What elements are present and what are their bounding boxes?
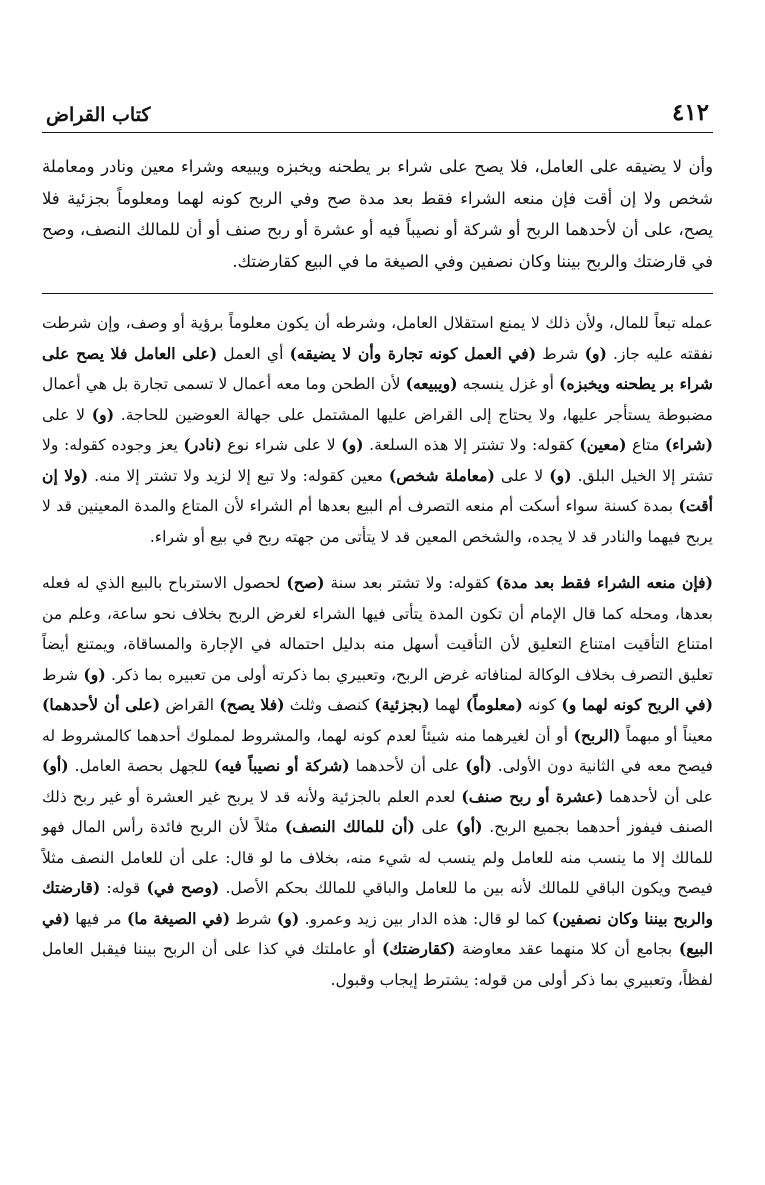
commentary-text: أو عاملتك في كذا على أن الربح بيننا فيقبل العامل لفظاً، وتعبيري بما ذكر أولى من قوله: يشترط إيجاب وقبول. xyxy=(42,940,713,989)
matn-quote-bold: (كقارضتك) xyxy=(381,939,456,958)
matn-text-block xyxy=(42,151,713,277)
matn-quote-bold: (أو) xyxy=(465,756,492,775)
commentary-text: لعدم العلم بالجزئية ولأنه قد لا يربح غير العشرة أو غير ربح ذلك الصنف فيفوز أحدهما بجميع الربح. xyxy=(42,787,713,836)
matn-quote-bold: (و) xyxy=(83,664,106,684)
commentary-text: بمدة كسنة سواء أسكت أم منعه التصرف أم البيع بعدها أم الشراء لأن المتاع والمدة المعينين قد لا يربح فيهما والنادر قد لا يجده، والشخص المعين قد لا يتأتى من جهته ربح في بيع أو شراء. xyxy=(42,497,713,546)
matn-quote-bold: (ويبيعه) xyxy=(405,374,458,393)
matn-quote-bold: (أن للمالك النصف) xyxy=(284,817,415,836)
commentary-text: على أن لأحدهما xyxy=(349,757,466,775)
matn-quote-bold: (في الربح كونه لهما و) xyxy=(561,695,713,714)
matn-quote-bold: (بجزئية) xyxy=(374,695,430,714)
commentary-text: على أن لأحدهما xyxy=(603,787,714,806)
matn-quote-bold: (في الصيغة ما) xyxy=(126,908,231,928)
matn-quote-bold: (على أن لأحدهما) xyxy=(42,695,161,714)
matn-quote-bold: (شركة أو نصيباً فيه) xyxy=(213,756,350,775)
commentary-text: كما لو قال: هذه الدار بين زيد وعمرو. xyxy=(299,909,552,928)
commentary-text: كونه xyxy=(522,696,562,714)
commentary-text: عمله تبعاً للمال، ولأن ذلك لا يمنع استقلال العامل، وشرطه أن يكون معلوماً برؤية أو وصف، وإن شرطت نفقته عليه جاز. xyxy=(42,314,713,363)
commentary-text: على xyxy=(414,818,456,836)
matn-quote-bold: (فلا يصح) xyxy=(219,695,285,714)
matn-quote-bold: (و) xyxy=(91,404,115,424)
commentary-text: مر فيها xyxy=(69,909,127,928)
commentary-text: كقوله: ولا تشتر بعد سنة xyxy=(324,574,496,592)
matn-quote-bold: (ولا إن أقت) xyxy=(42,465,713,515)
matn-quote-bold: (الربح) xyxy=(573,725,621,745)
commentary-text: معيناً أو مبهماً xyxy=(620,726,713,745)
matn-quote-bold: (أو) xyxy=(42,756,69,775)
commentary-text: كقوله: ولا تشتر إلا هذه السلعة. xyxy=(363,436,580,454)
sharh-commentary xyxy=(42,308,713,995)
matn-quote-bold: (شراء) xyxy=(664,435,713,454)
matn-quote-bold: (و) xyxy=(276,908,300,928)
matn-sharh-divider xyxy=(42,293,713,294)
matn-quote-bold: (عشرة أو ربح صنف) xyxy=(461,786,604,806)
commentary-text: مثلاً لأن الربح فائدة رأس المال فهو للمالك إلا ما ينسب منه للعامل ولم ينسب له شيء منه، بخلاف ما لو قال: على أن للعامل النصف مثلاً فيصح ويكون الباقي للمالك لأنه بين ما للعامل والباقي للمالك بحكم الأصل. xyxy=(42,818,713,897)
sharh-paragraph-1 xyxy=(42,308,713,552)
matn-quote-bold: (معين) xyxy=(579,435,627,454)
matn-quote-bold: (في العمل كونه تجارة وأن لا يضيقه) xyxy=(289,343,537,363)
commentary-text: القراض xyxy=(160,696,220,714)
matn-quote-bold: (قارضتك والربح بيننا وكان نصفين) xyxy=(42,878,713,928)
commentary-text: لحصول الاسترباح بالبيع الذي له فعله بعدها، ومحله كما قال الإمام أن تكون المدة يتأتى فيها الشراء لغرض الربح بخلاف نحو ساعة، وعلم من امتناع التأقيت امتناع التعليق لأن التأقيت أسهل منه بدليل احتماله في الإجارة والمساقاة، ويمتنع أيضاً تعليق التصرف بخلاف الوكالة لمنافاته غرض الربح، وتعبيري بما ذكرته أولى من تعبيره بما ذكر. xyxy=(42,574,713,684)
matn-quote-bold: (فإن منعه الشراء فقط بعد مدة) xyxy=(495,573,713,592)
matn-quote-bold: (معلوماً) xyxy=(465,695,523,714)
matn-quote-bold: (نادر) xyxy=(183,435,222,454)
matn-quote-bold: (و) xyxy=(584,343,607,363)
commentary-text: بجامع أن كلا منهما عقد معاوضة xyxy=(455,940,679,958)
matn-quote-bold: (على العامل فلا يصح على شراء بر يطحنه ويخبزه) xyxy=(42,343,713,393)
matn-quote-bold: (أو) xyxy=(455,817,483,836)
commentary-text: أي العمل xyxy=(217,344,290,363)
commentary-text: أو أن لغيرهما منه شيئاً لعدم كونه لهما، والمشروط لمملوك أحدهما كالمشروط له فيصح معه في الثانية دون الأولى. xyxy=(42,726,714,775)
commentary-text: لا على xyxy=(42,405,92,424)
commentary-text: يعز وجوده كقوله: ولا تشتر إلا الخيل البلق. xyxy=(42,436,713,485)
commentary-text: شرط xyxy=(42,665,84,684)
matn-paragraph: وأن لا يضيقه على العامل، فلا يصح على شراء بر يطحنه ويخبزه ويبيعه وشراء معين ونادر ومعاملة شخص ولا إن أقت فإن منعه الشراء فقط بعد مدة صح وفي الربح كونه لهما ومعلوماً بجزئية فلا يصح، على أن لأحدهما الربح أو شركة أو نصيباً فيه أو عشرة أو ربح صنف أو أن للمالك النصف، وصح في قارضتك والربح بيننا وكان نصفين وفي الصيغة ما في البيع كقارضتك. xyxy=(42,157,713,271)
page-header xyxy=(42,96,713,133)
matn-quote-bold: (و) xyxy=(549,465,572,485)
matn-quote-bold: (معاملة شخص) xyxy=(388,465,495,485)
sharh-paragraph-2 xyxy=(42,568,713,995)
commentary-text: لا على شراء نوع xyxy=(221,436,342,454)
commentary-text: لهما xyxy=(429,696,466,714)
commentary-text: أو غزل ينسجه xyxy=(457,375,560,393)
commentary-text: لأن الطحن وما معه أعمال لا تسمى تجارة بل هي أعمال مضبوطة يستأجر عليها، ولا يحتاج إلى القراض عليها المشتمل على جهالة العوضين للحاجة. xyxy=(42,375,713,424)
matn-quote-bold: (صح) xyxy=(286,573,325,592)
commentary-text: معين كقوله: ولا تبع إلا لزيد ولا تشتر إلا منه. xyxy=(88,466,389,485)
commentary-text: شرط xyxy=(230,909,277,928)
commentary-text: كنصف وثلث xyxy=(284,696,375,714)
matn-quote-bold: (و) xyxy=(341,435,364,454)
commentary-text: متاع xyxy=(626,436,665,454)
matn-quote-bold: (وصح في) xyxy=(146,878,220,897)
page-number: ٤١٢ xyxy=(671,99,709,126)
commentary-text: قوله: xyxy=(100,879,147,897)
matn-quote-bold: (في البيع) xyxy=(42,908,714,958)
commentary-text: لا على xyxy=(494,466,550,485)
book-title: كتاب القراض xyxy=(46,104,151,126)
commentary-text: شرط xyxy=(536,344,585,363)
commentary-text: للجهل بحصة العامل. xyxy=(68,757,214,775)
